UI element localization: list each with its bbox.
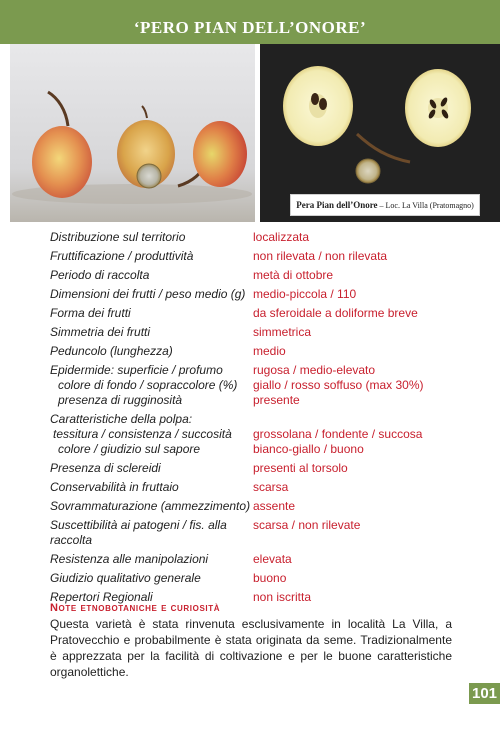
trait-label: Epidermide: superficie / profumo xyxy=(50,363,223,377)
trait-value: non iscritta xyxy=(253,590,312,604)
caption-variety-name: Pera Pian dell’Onore xyxy=(296,200,378,210)
trait-label: Simmetria dei frutti xyxy=(50,325,151,339)
trait-label: Repertori Regionali xyxy=(50,590,153,604)
trait-value: rugosa / medio-elevato xyxy=(253,363,376,377)
trait-label: Periodo di raccolta xyxy=(50,268,150,282)
trait-label: Resistenza alle manipolazioni xyxy=(50,552,209,566)
photo-caption xyxy=(290,194,480,216)
trait-value: bianco-giallo / buono xyxy=(253,442,364,456)
trait-label: colore / giudizio sul sapore xyxy=(58,442,201,456)
trait-label: Peduncolo (lunghezza) xyxy=(50,344,173,358)
trait-label: Conservabilità in fruttaio xyxy=(50,480,179,494)
trait-row xyxy=(50,518,490,548)
trait-group-flesh xyxy=(50,412,490,457)
notes-heading: Note etnobotaniche e curiosità xyxy=(50,602,221,614)
pears-whole-photo xyxy=(10,44,255,222)
characteristics-table xyxy=(50,230,490,609)
trait-row xyxy=(50,325,490,340)
trait-row xyxy=(50,499,490,514)
trait-row xyxy=(50,461,490,476)
title-banner xyxy=(0,0,500,44)
trait-row xyxy=(50,552,490,567)
trait-value: da sferoidale a doliforme breve xyxy=(253,306,418,320)
trait-label: Suscettibilità ai patogeni / fis. alla raccolta xyxy=(50,518,227,547)
trait-label: Presenza di sclereidi xyxy=(50,461,161,475)
variety-title: ‘PERO PIAN DELL’ONORE’ xyxy=(133,18,367,37)
trait-value-group xyxy=(253,363,424,408)
trait-row xyxy=(50,249,490,264)
trait-label: Fruttificazione / produttività xyxy=(50,249,194,263)
trait-value: metà di ottobre xyxy=(253,268,334,282)
page-number: 101 xyxy=(469,683,500,704)
trait-value: presente xyxy=(253,393,300,407)
trait-label: Giudizio qualitativo generale xyxy=(50,571,201,585)
caption-location: – Loc. La Villa (Pratomagno) xyxy=(377,201,474,210)
pears-cut-photo xyxy=(260,44,500,222)
trait-row xyxy=(50,344,490,359)
trait-row xyxy=(50,306,490,321)
trait-label: colore di fondo / sopraccolore (%) xyxy=(58,378,238,392)
trait-value xyxy=(253,412,422,427)
trait-label: Sovrammaturazione (ammezzimento) xyxy=(50,499,251,513)
trait-label: Dimensioni dei frutti / peso medio (g) xyxy=(50,287,246,301)
trait-value: grossolana / fondente / succosa xyxy=(253,427,423,441)
trait-row xyxy=(50,480,490,495)
trait-row xyxy=(50,230,490,245)
trait-value: medio xyxy=(253,344,286,358)
trait-value: assente xyxy=(253,499,296,513)
trait-label-group xyxy=(50,363,253,408)
trait-value: medio-piccola / 110 xyxy=(253,287,357,301)
pears-whole-illustration xyxy=(10,44,255,222)
trait-label-group xyxy=(50,412,253,457)
trait-label: Forma dei frutti xyxy=(50,306,131,320)
trait-value: presenti al torsolo xyxy=(253,461,348,475)
trait-value: giallo / rosso soffuso (max 30%) xyxy=(253,378,424,392)
notes-body: Questa varietà è stata rinvenuta esclusivamente in località La Villa, a Pratovecchio e probabilmente è stata originata da seme. Tradizionalmente è apprezzata per la facilità di coltivazione e per le buone caratteristiche organolettiche. xyxy=(50,617,452,679)
trait-value: scarsa xyxy=(253,480,289,494)
trait-row xyxy=(50,287,490,302)
trait-label: tessitura / consistenza / succosità xyxy=(53,427,232,441)
trait-group-epidermis xyxy=(50,363,490,408)
trait-label: Caratteristiche della polpa: xyxy=(50,412,193,426)
trait-value: elevata xyxy=(253,552,292,566)
notes-section xyxy=(50,602,452,680)
trait-label: Distribuzione sul territorio xyxy=(50,230,186,244)
trait-label: presenza di rugginosità xyxy=(58,393,183,407)
trait-value-group xyxy=(253,412,422,457)
trait-value: scarsa / non rilevate xyxy=(253,518,361,532)
trait-value: localizzata xyxy=(253,230,310,244)
trait-value: non rilevata / non rilevata xyxy=(253,249,388,263)
trait-row xyxy=(50,268,490,283)
trait-value: buono xyxy=(253,571,287,585)
trait-value: simmetrica xyxy=(253,325,312,339)
trait-row xyxy=(50,571,490,586)
